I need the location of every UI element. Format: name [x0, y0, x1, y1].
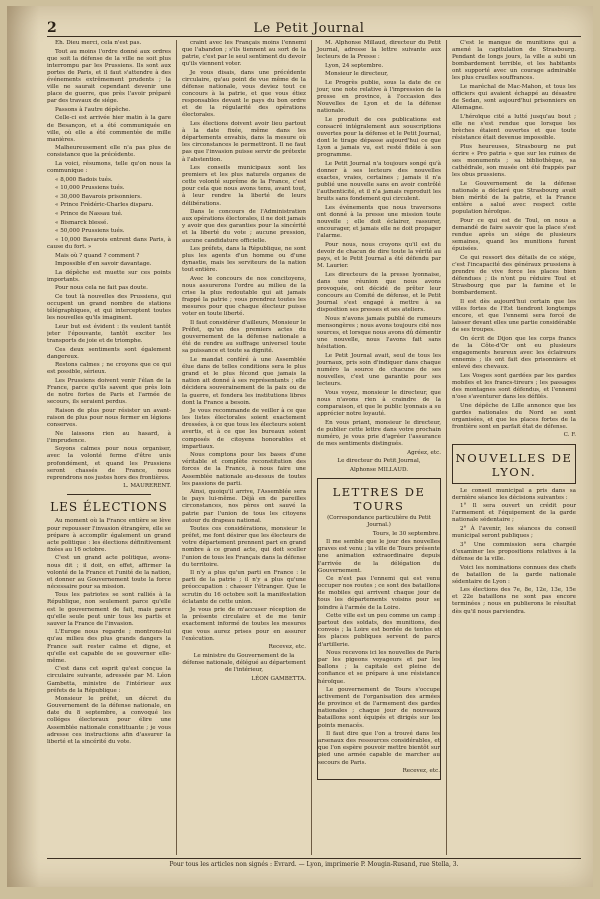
paragraph: Le mandat conféré à une Assemblée élue dans de telles conditions sera le plus grand et le plus fécond que jamais la nation ait donné à ses représentants ; elle décidera souverainement de la paix ou de la guerre, et fondera les institutions libres dont la France a besoin. [182, 357, 306, 406]
elections-heading: LES ÉLECTIONS [50, 500, 168, 515]
paragraph: « 8,000 Badois tués. [55, 176, 113, 183]
paragraph: Ces deux sentiments sont également dangereux. [47, 346, 171, 360]
paragraph: Je vous prie de m'accuser réception de la présente circulaire et de me tenir exactement informé de toutes les mesures que vous aurez prises pour en assurer l'exécution. [182, 607, 306, 642]
paragraph: Avec le concours de nos concitoyens, nous assurerons l'ordre au milieu de la crise la plus redoutable qui ait jamais frappé la patrie ; vous prendrez toutes les mesures pour que chaque électeur puisse voter en toute liberté. [182, 276, 306, 318]
paragraph: Les événements que nous traversons ont donné à la presse une mission toute nouvelle ; elle doit éclairer, rassurer, encourager, et jamais elle ne doit propager l'alarme. [317, 205, 441, 240]
paragraph: Plus heureuses, Strasbourg ne put écrire « Pro patria » que sur les ruines de ses monuments ; sa bibliothèque, sa cathédrale, son musée ont été frappés par les obus prussiens. [452, 143, 576, 179]
paragraph: Tous les patriotes se sont ralliés à la République, non seulement parce qu'elle est le gouvernement de fait, mais parce qu'elle seule peut unir tous les partis et sauver la France de l'invasion. [47, 592, 171, 627]
paragraph: L'héroïque cité a lutté jusqu'au bout ; elle ne s'est rendue que lorsque les brèches étaient ouvertes et que toute résistance était devenue impossible. [452, 113, 576, 142]
paragraph: Je vous recommande de veiller à ce que les listes électorales soient exactement dressées, à ce que tous les électeurs soient avertis, et à ce que les bureaux soient composés de citoyens honorables et impartiaux. [182, 408, 306, 450]
col4-signature: C. F. [563, 432, 576, 439]
paragraph: Pour ce qui est de Toul, on nous a demandé de faire savoir que la place s'est rendue après un siége de plusieurs semaines, quand les munitions furent épuisées. [452, 217, 576, 253]
tours-heading: LETTRES DE TOURS [332, 484, 426, 513]
paragraph: Dans le concours de l'Administration aux opérations électorales, il ne doit jamais y avoir que des garanties pour la sincérité et la liberté du vote ; aucune pression, aucune candidature officielle. [182, 209, 306, 244]
paragraph: La voici, résumons, telle qu'on nous la communique : [47, 161, 171, 175]
tours-subheading: (Correspondance particulière du Petit Journal.) [327, 514, 431, 529]
paragraph: Ce qui ressort des détails de ce siége, c'est l'incapacité des généraux prussiens à prendre de vive force les places bien défendues ; ils n'ont pu réduire Toul et Strasbourg que par la famine et le bombardement. [452, 254, 576, 297]
paragraph: Le Petit Journal n'a toujours songé qu'à donner à ses lecteurs des nouvelles exactes, vraies, certaines ; jamais il n'a publié une nouvelle sans en avoir contrôlé l'authenticité, et il n'a jamais reproduit les bruits sans fondement qui circulent. [317, 161, 441, 203]
paragraph: Restons calmes ; ne croyons que ce qui est possible, sérieux. [47, 362, 171, 376]
newspaper-title: Le Petit Journal [253, 21, 365, 36]
tours-letter-box [317, 478, 441, 780]
paragraph: Eh. Dieu merci, cela n'est pas. [55, 40, 142, 46]
paragraph: Ce n'est pas l'ennemi qui est venu occuper nos routes ; ce sont des bataillons de mobiles qui arrivent chaque jour de tous les départements voisins pour se joindre à l'armée de la Loire. [318, 576, 440, 611]
paragraph: Raison de plus pour résister un avant-raison de plus pour nous fermer en légions conserves. [47, 407, 171, 429]
paragraph: Le gouvernement de Tours s'occupe activement de l'organisation des armées de province et de l'armement des gardes nationales ; chaque jour de nouveaux bataillons sont équipés et dirigés sur les points menacés. [318, 687, 440, 729]
col3-body [317, 40, 441, 448]
paragraph: L'Europe nous regarde ; montrons-lui qu'au milieu des plus grands dangers la France sait rester calme et digne, et qu'elle est capable de se gouverner elle-même. [47, 629, 171, 664]
paragraph: Ne laissons rien au hasard, à l'imprudence. [47, 430, 171, 444]
paragraph: Il est dès aujourd'hui certain que les villes fortes de l'Est tiendront longtemps encore, et que l'ennemi sera forcé de laisser devant elles une partie considérable de ses troupes. [452, 298, 576, 334]
paragraph: Le Gouvernement de la défense nationale a déclaré que Strasbourg avait bien mérité de la patrie, et la France entière a salué avec respect cette population héroïque. [452, 180, 576, 216]
paragraph: « 30,000 Bavarois prisonniers. [55, 193, 142, 200]
paragraph: Pour nous, nous croyons qu'il est du devoir de chacun de dire toute la vérité au pays, et le Petit Journal a été défendu par M. Laurier. [317, 242, 441, 270]
tours-date: Tours, le 30 septembre. [372, 530, 440, 537]
paragraph: « Prince Frédéric-Charles disparu. [55, 202, 154, 209]
lyon-news-box [452, 444, 576, 484]
paragraph: Impossible d'en savoir davantage. [55, 261, 152, 268]
col3-closing: Agréez, etc. [407, 449, 441, 456]
col3-signature: Alphonse MILLAUD. [349, 466, 409, 473]
paragraph: Ce tout là nouvelles des Prussiens, qui occupent un grand nombre de stations télégraphiques, et qui interceptent toutes les nouvelles qu'ils imaginent. [47, 294, 171, 322]
paragraph: Les préfets, dans la République, ne sont plus les agents d'un homme ou d'une dynastie, mais les serviteurs de la nation tout entière. [182, 246, 306, 274]
col1-signature: L. MAURERENT. [123, 483, 171, 490]
tours-body [318, 539, 440, 766]
col2-closing: Recevez, etc. [268, 644, 306, 651]
column-1 [47, 40, 176, 855]
paragraph: Vous voyez, monsieur le directeur, que nous n'avons rien à craindre de la comparaison, et que le public lyonnais a su apprécier notre loyauté. [317, 389, 441, 418]
col1-body-2 [47, 518, 171, 745]
paragraph: Mais où ? quand ? comment ? [55, 252, 140, 259]
paragraph: 1° Il sera ouvert un crédit pour l'armement et l'équipement de la garde nationale sédentaire ; [452, 503, 576, 524]
binding-shadow [7, 6, 39, 887]
paragraph: Je vous disais, dans une précédente circulaire, qu'au point de vue même de la défense nationale, vous deviez tout ce concours à la patrie, et que vous étiez responsables devant le pays du bon ordre et de la régularité des opérations électorales. [182, 69, 306, 119]
columns [47, 40, 581, 855]
paragraph: Le Petit Journal avait, seul de tous les journaux, pris soin d'indiquer dans chaque numéro la source de chacune de ses nouvelles, c'est une garantie pour ses lecteurs. [317, 352, 441, 388]
page-number: 2 [47, 20, 57, 36]
paragraph: Lyon, 24 septembre. [325, 62, 384, 69]
column-4 [446, 40, 581, 855]
paragraph: Il faut considérer d'ailleurs, Monsieur le Préfet, qu'un des premiers actes du gouvernement de la défense nationale a été de rendre au suffrage universel toute sa puissance et toute sa dignité. [182, 320, 306, 355]
paragraph: Le maréchal de Mac-Mahon, et tous les officiers qui avaient échappé au désastre de Sedan, sont aujourd'hui prisonniers en Allemagne. [452, 84, 576, 112]
paragraph: Monsieur le directeur, [325, 71, 389, 78]
col1-divider [67, 494, 151, 495]
paragraph: « 10,000 Prussiens tués. [55, 185, 125, 192]
paragraph: Nous comptons pour les bases d'une véritable et complète reconstitution des forces de la France, à nous faire une Assemblée nationale au-dessus de toutes les passions de parti. [182, 452, 306, 487]
paragraph: Monsieur le préfet, un décret du Gouvernement de la défense nationale, en date du 8 septembre, a convoqué les colléges électoraux pour élire une Assemblée nationale constituante ; je vous adresse ces instructions afin d'assurer la liberté et la sincérité du vote. [47, 696, 171, 745]
paragraph: Les élections des 7e, 8e, 12e, 13e, 15e et 22e bataillons ne sont pas encore terminées ; nous en publierons le résultat dès qu'il nous parviendra. [452, 587, 576, 615]
paragraph: craint avec les Français moins l'ennemi que l'abandon ; s'ils tiennent au sort de la patrie, c'est par le seul sentiment du devoir qu'ils viennent voter. [182, 40, 306, 68]
paragraph: Le Progrès publie, sous la date de ce jour, une note relative à l'impression de la presse en province, à l'occasion des Nouvelles de Lyon et de la défense nationale. [317, 79, 441, 115]
paragraph: Cette ville est un peu comme un camp : partout des soldats, des munitions, des convois ; la Loire est bordée de tentes et les places publiques servent de parcs d'artillerie. [318, 613, 440, 648]
paragraph: Il me semble que le jour des nouvelles graves est venu ; la ville de Tours présente une animation extraordinaire depuis l'arrivée de la délégation du Gouvernement. [318, 539, 440, 574]
paragraph: Le conseil municipal a pris dans sa dernière séance les décisions suivantes : [452, 487, 576, 501]
paragraph: Voici les nominations connues des chefs de bataillon de la garde nationale sédentaire de Lyon : [452, 564, 576, 585]
col4-body-2 [452, 488, 576, 616]
paragraph: Les Vosges sont gardées par les gardes mobiles et les francs-tireurs ; les passages des montagnes sont défendus, et l'ennemi n'ose s'aventurer dans les défilés. [452, 372, 576, 400]
newspaper-page [7, 6, 593, 887]
paragraph: Nous recevons ici les nouvelles de Paris par les pigeons voyageurs et par les ballons ; la capitale est pleine de confiance et se prépare à une résistance héroïque. [318, 650, 440, 685]
col4-body [452, 40, 576, 431]
paragraph: Pour nous cela ne fait pas doute. [55, 285, 148, 292]
paragraph: C'est le manque de munitions qui a amené la capitulation de Strasbourg. Pendant de longs jours, la ville a subi un bombardement terrible, et les habitants ont supporté avec un courage admirable les plus cruelles souffrances. [452, 40, 576, 82]
paragraph: Il n'y a plus qu'un parti en France : le parti de la patrie ; il n'y a plus qu'une préoccupation : chasser l'étranger. Que le scrutin du 16 octobre soit la manifestation éclatante de cette union. [182, 570, 306, 605]
paragraph: On écrit de Dijon que les corps francs de la Côte-d'Or ont eu plusieurs engagements heureux avec les éclaireurs ennemis ; ils ont fait des prisonniers et enlevé des chevaux. [452, 335, 576, 371]
col2-signature-title: Le ministre du Gouvernement de la défense nationale, délégué au département de l'intérieur, [182, 652, 306, 673]
paragraph: Tout au moins l'ordre donné aux ordres que soit la défense de la ville ne soit plus interrompu par les Prussiens. Ils sont aux portes de Paris, et il faut s'attendre à des événements extrêmement prudents ; la ville ne saurait cependant devenir une place de guerre, que près l'avoir préparé par des travaux de siége. [47, 48, 171, 105]
lyon-heading: NOUVELLES DE LYON. [455, 450, 573, 479]
paragraph: Passons à l'autre dépêche. [55, 106, 131, 113]
col2-signature: LÉON GAMBETTA. [251, 675, 306, 682]
tours-closing: Recevez, etc. [402, 768, 440, 775]
column-3 [311, 40, 446, 855]
paragraph: Soyons calmes pour nous organiser, avec la volonté ferme d'être unis profondément, et quand les Prussiens seront chassés de France, nous reprendrons nos justes hors des frontières. [47, 446, 171, 481]
col2-body [182, 40, 306, 643]
paragraph: Toutes ces considérations, monsieur le préfet, me font désirer que les électeurs de votre département prennent part en grand nombre à ce grand acte, qui doit sceller l'union de tous les Français dans la défense du territoire. [182, 526, 306, 568]
paragraph: C'est un grand acte politique, avons-nous dit ; il doit, en effet, affirmer la volonté de la France et l'unité de la nation, et donner au Gouvernement toute la force nécessaire pour sa mission. [47, 555, 171, 590]
paragraph: Leur but est évident : ils veulent tantôt jeter l'épouvante, tantôt exciter les transports de joie et de triomphe. [47, 323, 171, 345]
paragraph: Une dépêche de Lille annonce que les gardes nationales du Nord se sont organisées, et que les places fortes de la frontière sont en parfait état de défense. [452, 402, 576, 430]
paragraph: La dépêche est muette sur ces points importants. [47, 269, 171, 283]
paragraph: En vous priant, monsieur le directeur, de publier cette lettre dans votre prochain numéro, je vous prie d'agréer l'assurance de mes sentiments distingués. [317, 419, 441, 448]
column-2 [176, 40, 311, 855]
paragraph: Au moment où la France entière se lève pour repousser l'invasion étrangère, elle se prépare à accomplir également un grand acte politique : les élections définitivement fixées au 16 octobre. [47, 518, 171, 553]
paragraph: Nous n'avons jamais publié de rumeurs mensongères ; nous avons toujours cité nos sources, et lorsque nous avons dû démentir une nouvelle, nous l'avons fait sans hésitation. [317, 315, 441, 351]
paragraph: « 50,000 Prussiens tués. [55, 228, 125, 235]
col3-signature-title: Le directeur du Petit Journal, [337, 458, 421, 465]
paragraph: « Prince de Nassau tué. [55, 211, 123, 218]
col1-body [47, 40, 171, 482]
paragraph: « 10,000 Bavarois entrent dans Paris, à cause du fort. » [47, 236, 171, 250]
paragraph: Celle-ci est arrivée hier matin à la gare de Besançon, et a été communiquée en ville, où elle a été commentée de mille manières. [47, 115, 171, 143]
paragraph: 2° À l'avenir, les séances du conseil municipal seront publiques ; [452, 526, 576, 540]
paragraph: Malheureusement elle n'a pas plus de consistance que la précédente. [47, 145, 171, 159]
printer-footer: Pour tous les articles non signés : Evrard. — Lyon, imprimerie P. Mougin-Rusand, rue Stella, 3. [47, 858, 581, 873]
paragraph: Les conseils municipaux sont les premiers et les plus naturels organes de cette volonté suprême de la France, c'est pour cela que nous avons tenu, avant tout, à leur rendre la liberté de leurs délibérations. [182, 165, 306, 207]
paragraph: C'est dans cet esprit qu'est conçue la circulaire suivante, adressée par M. Léon Gambetta, ministre de l'intérieur aux préfets de la République : [47, 666, 171, 694]
paragraph: Il faut dire que l'on a trouvé dans les arsenaux des ressources considérables, et que l'on espère pouvoir mettre bientôt sur pied une armée capable de marcher au secours de Paris. [318, 731, 440, 766]
masthead [47, 14, 581, 37]
paragraph: 3° Une commission sera chargée d'examiner les propositions relatives à la défense de la ville. [452, 541, 576, 562]
paragraph: « Bismarck blessé. [55, 219, 109, 226]
paragraph: Les Prussiens doivent venir l'élan de la France, parce qu'ils savent que près loin de notre fortes de Paris et l'armée de secours, ils seraient perdus. [47, 378, 171, 406]
paragraph: Les directeurs de la presse lyonnaise, dans une réunion que nous avons provoquée, ont décidé de prêter leur concours au Comité de défense, et le Petit Journal s'est engagé à mettre à sa disposition ses presses et ses ateliers. [317, 271, 441, 314]
paragraph: M. Alphonse Millaud, directeur du Petit Journal, adresse la lettre suivante aux lecteurs de la Presse : [317, 40, 441, 61]
paragraph: Les élections doivent avoir lieu partout à la date fixée, même dans les départements envahis, dans la mesure où les circonstances le permettront. Il ne faut pas que l'invasion puisse servir de prétexte à l'abstention. [182, 121, 306, 163]
paragraph: Le produit de ces publications est consacré intégralement aux souscriptions ouvertes pour la défense et le Petit Journal, dont le tirage dépasse aujourd'hui ce que Lyon a jamais vu, est resté fidèle à son programme. [317, 116, 441, 159]
paragraph: Ainsi, quoiqu'il arrive, l'Assemblée sera le pays lui-même. Déjà en de pareilles circonstances, nos pères ont sauvé la patrie par l'union de tous les citoyens autour du drapeau national. [182, 489, 306, 524]
